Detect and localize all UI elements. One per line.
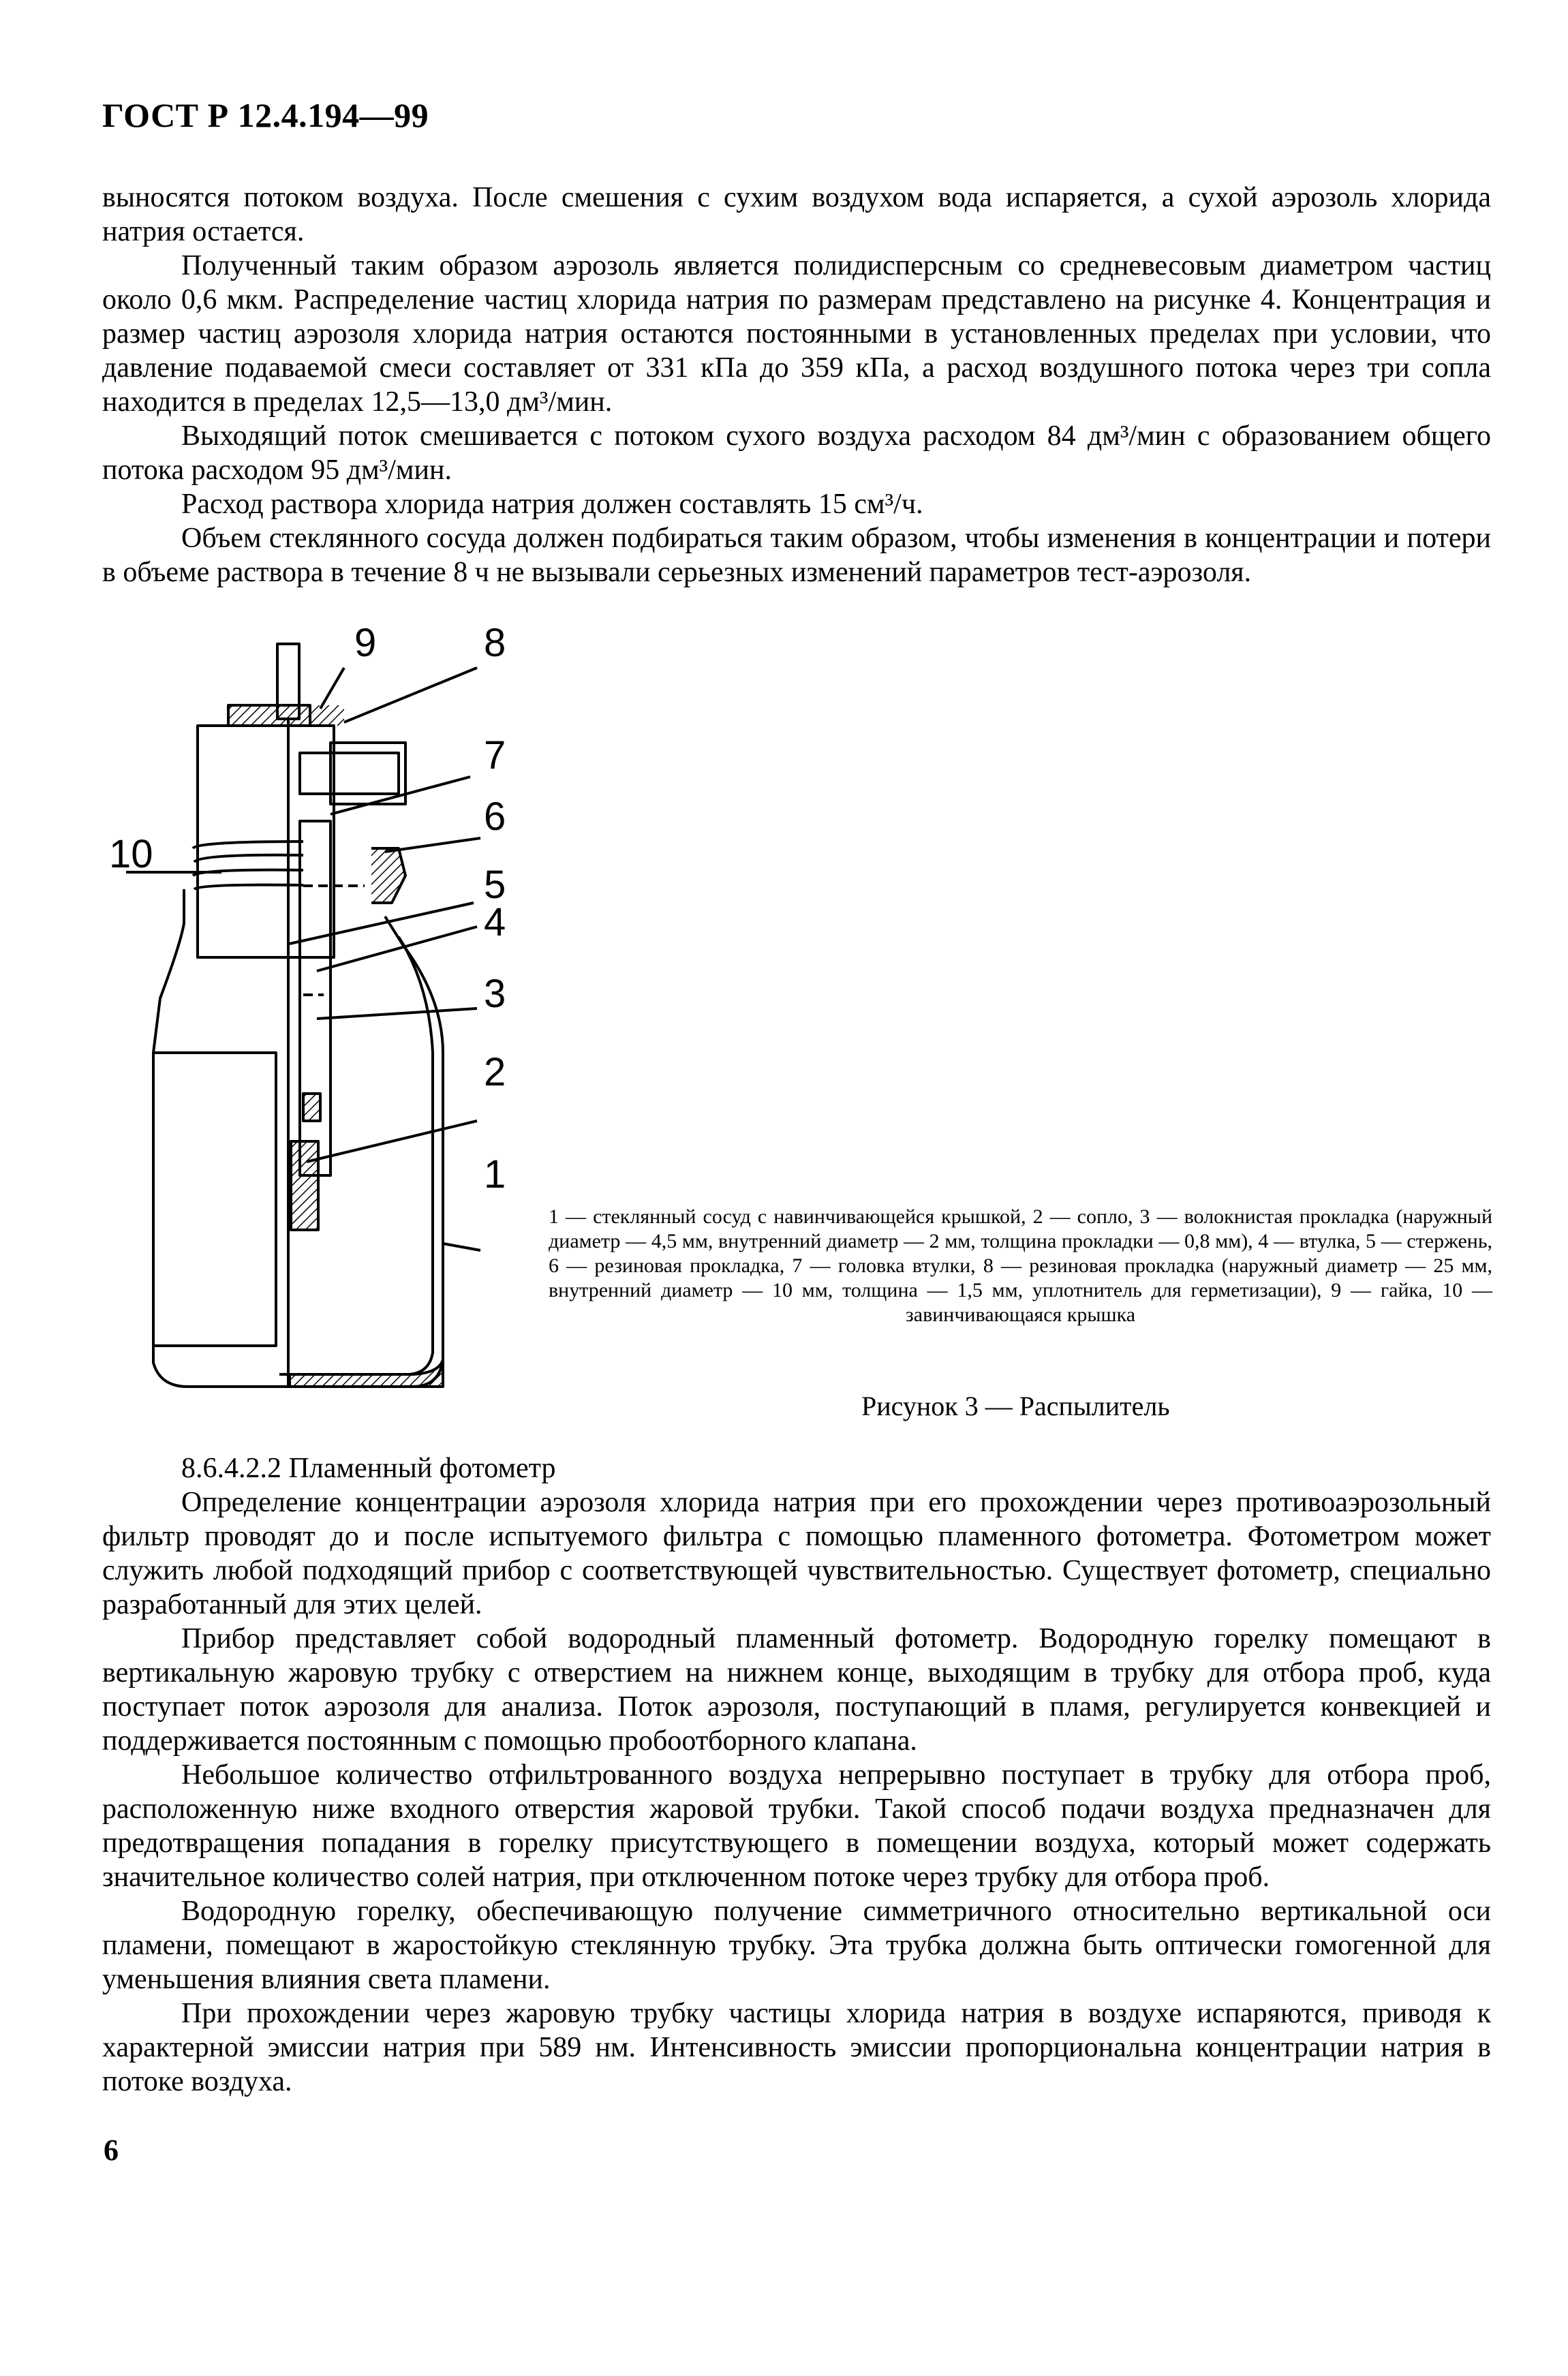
callout-6: 6 (484, 794, 506, 839)
page-number: 6 (104, 2133, 119, 2167)
callout-3: 3 (484, 972, 506, 1016)
paragraph: Полученный таким образом аэрозоль является полидисперсным со средневесовым диаметром частиц около 0,6 мкм. Распределение частиц хлорида натрия по размерам представлено на рисунке 4. Концентрация и размер частиц аэрозоля хлорида натрия остаются постоянными в установленных пределах при условии, что давление подаваемой смеси составляет от 331 кПа до 359 кПа, а расход воздушного потока через три сопла находится в пределах 12,5—13,0 дм³/мин. (102, 250, 1491, 418)
section-text-block (102, 1451, 1491, 2099)
callout-4: 4 (484, 900, 506, 944)
figure-caption: Рисунок 3 — Распылитель (861, 1391, 1170, 1421)
leader-9 (320, 668, 344, 709)
paragraph: Расход раствора хлорида натрия должен составлять 15 см³/ч. (181, 489, 923, 520)
callout-10: 10 (109, 832, 153, 876)
paragraph: Прибор представляет собой водородный пламенный фотометр. Водородную горелку помещают в вертикальную жаровую трубку с отверстием на нижнем конце, выходящим в трубку для отбора проб, куда поступает поток аэрозоля для анализа. Поток аэрозоля, поступающий в пламя, регулируется конвекцией и поддерживается постоянным с помощью пробоотборного клапана. (102, 1623, 1491, 1757)
callout-7: 7 (484, 733, 506, 777)
leader-6 (385, 838, 480, 852)
leader-7 (330, 777, 470, 814)
callout-8: 8 (484, 621, 506, 665)
callout-5: 5 (484, 863, 506, 907)
leader-8 (344, 668, 477, 722)
callout-9: 9 (354, 621, 377, 665)
paragraph: Объем стеклянного сосуда должен подбираться таким образом, чтобы изменения в концентрации и потери в объеме раствора в течение 8 ч не вызывали серьезных изменений параметров тест-аэрозоля. (102, 523, 1491, 588)
paragraph: выносятся потоком воздуха. После смешения с сухим воздухом вода испаряется, а сухой аэрозоль хлорида натрия остается. (102, 182, 1491, 247)
leader-1 (443, 1244, 480, 1250)
sleeve-head (300, 753, 399, 794)
standard-header: ГОСТ Р 12.4.194—99 (102, 96, 429, 134)
leader-5 (290, 903, 474, 944)
paragraph: Водородную горелку, обеспечивающую получение симметричного относительно вертикальной оси пламени, помещают в жаростойкую стеклянную трубку. Эта трубка должна быть оптически гомогенной для уменьшения влияния света пламени. (102, 1896, 1491, 1995)
leader-2 (307, 1121, 477, 1162)
atomizer-drawing (99, 617, 549, 1400)
top-text-block (102, 181, 1491, 589)
callout-2: 2 (484, 1050, 506, 1094)
paragraph: Небольшое количество отфильтрованного воздуха непрерывно поступает в трубку для отбора проб, расположенную ниже входного отверстия жаровой трубки. Такой способ подачи воздуха предназначен для предотвращения попадания в горелку присутствующего в помещении воздуха, который может содержать значительное количество солей натрия, при отключенном потоке через трубку для отбора проб. (102, 1759, 1491, 1893)
callout-1: 1 (484, 1152, 506, 1197)
leader-3 (317, 1008, 477, 1019)
atomizer-figure (99, 617, 549, 1400)
paragraph: При прохождении через жаровую трубку частицы хлорида натрия в воздухе испаряются, приводя к характерной эмиссии натрия при 589 нм. Интенсивность эмиссии пропорциональна концентрации натрия в потоке воздуха. (102, 1998, 1491, 2097)
paragraph: Выходящий поток смешивается с потоком сухого воздуха расходом 84 дм³/мин с образованием общего потока расходом 95 дм³/мин. (102, 420, 1491, 486)
section-heading: 8.6.4.2.2 Пламенный фотометр (181, 1453, 556, 1484)
paragraph: Определение концентрации аэрозоля хлорида натрия при его прохождении через противоаэрозольный фильтр проводят до и после испытуемого фильтра с помощью пламенного фотометра. Фотометром может служить любой подходящий прибор с соответствующей чувствительностью. Существует фотометр, специально разработанный для этих целей. (102, 1487, 1491, 1620)
figure-legend: 1 — стеклянный сосуд с навинчивающейся крышкой, 2 — сопло, 3 — волокнистая прокладка (наружный диаметр — 4,5 мм, внутренний диаметр — 2 мм, толщина прокладки — 0,8 мм), 4 — втулка, 5 — стержень, 6 — резиновая прокладка, 7 — головка втулки, 8 — резиновая прокладка (наружный диаметр — 25 мм, внутренний диаметр — 10 мм, толщина — 1,5 мм, уплотнитель для герметизации), 9 — гайка, 10 — завинчивающаяся крышка (549, 1205, 1492, 1326)
